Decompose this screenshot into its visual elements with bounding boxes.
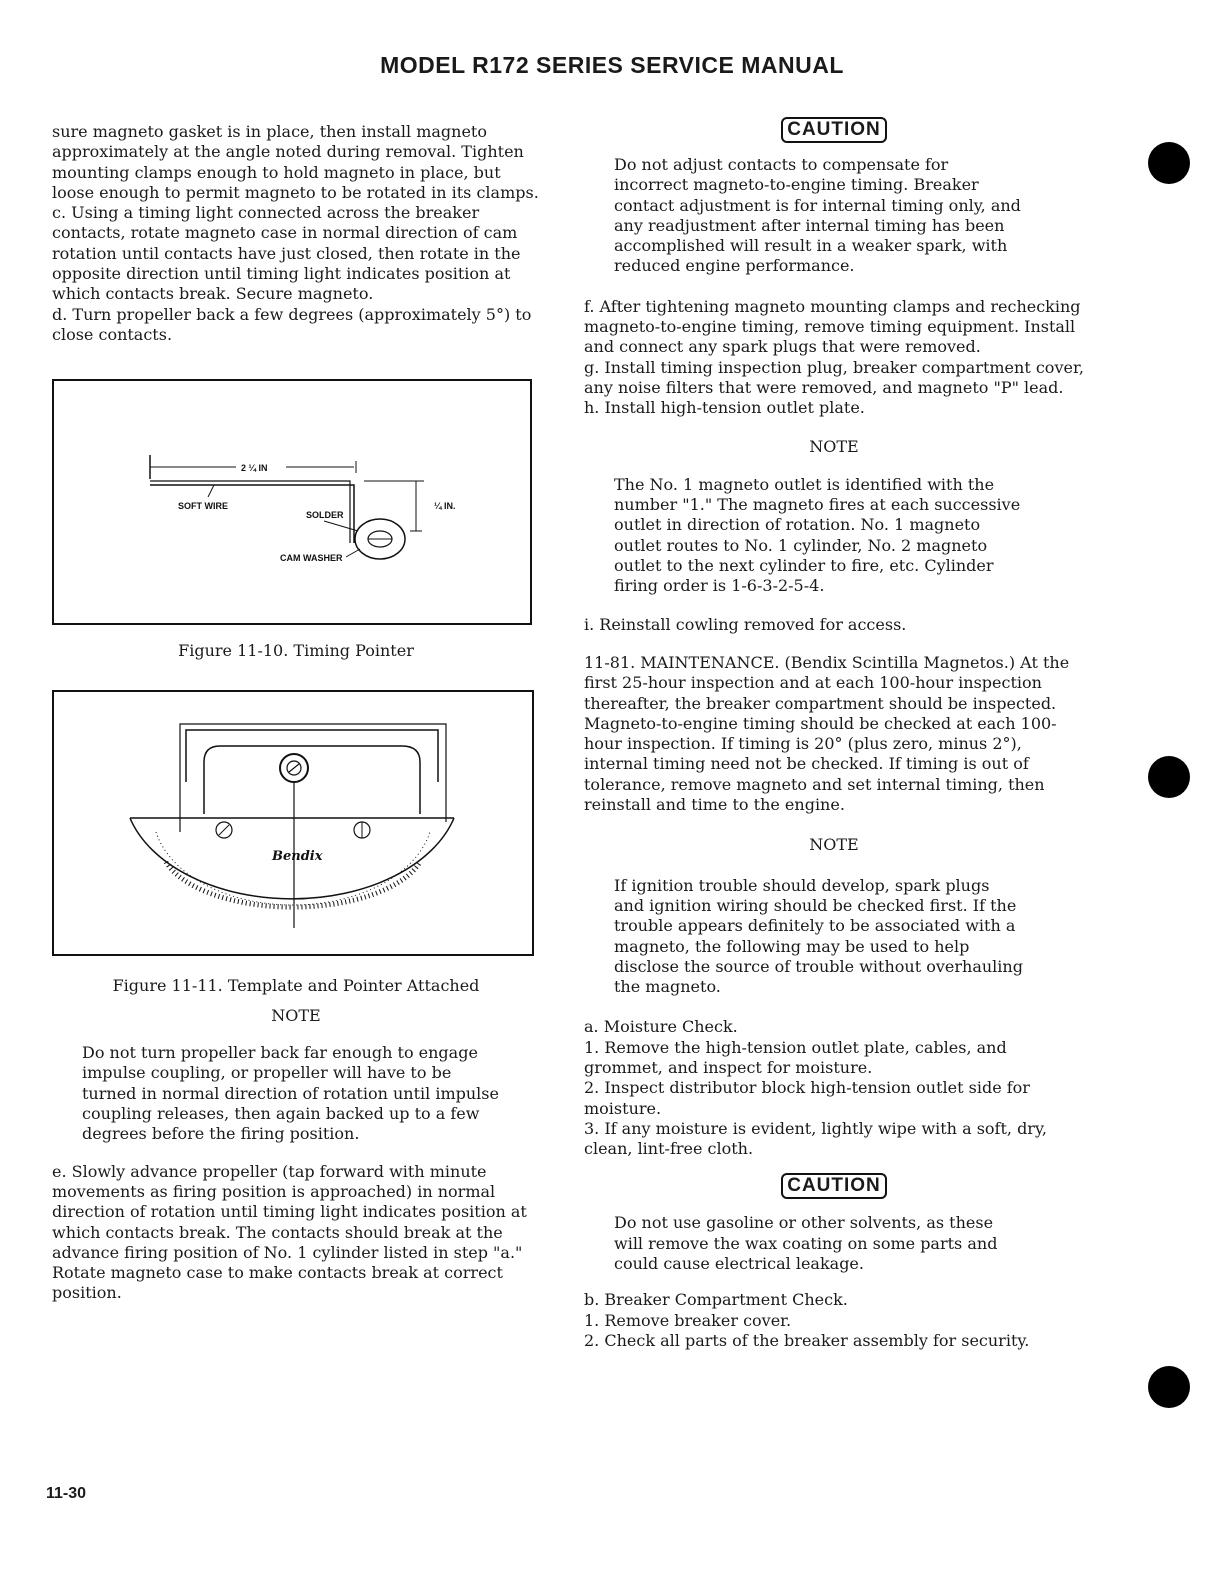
maintenance-paragraph: 11-81. MAINTENANCE. (Bendix Scintilla Magnetos.) At the first 25-hour inspection and at each 100-hour inspection thereafter, the breaker compartment should be inspected. Magneto-to-engine timing should be checked at each 100-hour inspection. If timing is 20° (plus zero, minus 2°), internal timing need not be checked. If timing is out of tolerance, remove magneto and set internal timing, then reinstall and time to the engine. [584, 652, 1070, 815]
step-h: h. Install high-tension outlet plate. [584, 398, 865, 418]
bendix-logo: Bendix [272, 848, 323, 864]
substep: 3. If any moisture is evident, lightly wipe with a soft, dry, clean, lint-free cloth. [584, 1118, 1047, 1159]
timing-pointer-drawing [54, 381, 530, 623]
caution-text: Do not adjust contacts to compensate for incorrect magneto-to-engine timing. Breaker contact adjustment is for internal timing only, and any readjustment after internal timing has been accomplished will result in a weaker spark, with reduced engine performance. [614, 155, 1021, 276]
substep: 2. Inspect distributor block high-tension outlet side for moisture. [584, 1078, 1030, 1118]
substep: 1. Remove breaker cover. [584, 1310, 792, 1330]
caution-label: CAUTION [584, 1173, 1084, 1199]
label-cam-washer: CAM WASHER [280, 553, 343, 564]
page-number: 11-30 [46, 1485, 87, 1502]
step-a: a. Moisture Check. [584, 1017, 738, 1037]
left-column [52, 122, 540, 1304]
note-text: Do not turn propeller back far enough to engage impulse coupling, or propeller will have to be turned in normal direction of rotation until impulse coupling releases, then again backed up to a few degrees before the firing position. [82, 1043, 499, 1144]
step-f: f. After tightening magneto mounting clamps and rechecking magneto-to-engine timing, remove timing equipment. Install and connect any spark plugs that were removed. [584, 296, 1081, 357]
substep: 1. Remove the high-tension outlet plate, cables, and grommet, and inspect for moisture. [584, 1037, 1007, 1077]
paragraph: sure magneto gasket is in place, then install magneto approximately at the angle noted during removal. Tighten mounting clamps enough to hold magneto in place, but loose enough to permit magneto to be rotated in its clamps. [52, 122, 539, 202]
template-pointer-drawing [54, 692, 532, 954]
dim-length: 2 ¼ IN [241, 463, 268, 474]
step-e: e. Slowly advance propeller (tap forward with minute movements as firing position is approached) in normal direction of rotation until timing light indicates position at which contacts break. The contacts should break at the advance firing position of No. 1 cylinder listed in step "a." Rotate magneto case to make contacts break at correct position. [52, 1161, 527, 1303]
right-column [584, 117, 1084, 1351]
binder-hole [1148, 1366, 1190, 1408]
note-heading: NOTE [809, 436, 859, 456]
caution-text: Do not use gasoline or other solvents, as these will remove the wax coating on some parts and could cause electrical leakage. [614, 1213, 998, 1274]
step-b: b. Breaker Compartment Check. [584, 1290, 848, 1310]
binder-hole [1148, 142, 1190, 184]
note-text: If ignition trouble should develop, spark plugs and ignition wiring should be checked first. If the trouble appears definitely to be associated with a magneto, the following may be used to help disclose the source of trouble without overhauling the magneto. [614, 875, 1023, 997]
label-solder: SOLDER [306, 510, 344, 521]
figure-11-10 [52, 379, 532, 625]
figure-caption: Figure 11-10. Timing Pointer [178, 641, 414, 661]
page-header: MODEL R172 SERIES SERVICE MANUAL [380, 52, 844, 78]
substep: 2. Check all parts of the breaker assembly for security. [584, 1330, 1030, 1350]
step-g: g. Install timing inspection plug, breaker compartment cover, any noise filters that were removed, and magneto "P" lead. [584, 357, 1084, 397]
figure-caption: Figure 11-11. Template and Pointer Attached [112, 975, 480, 995]
step-c: c. Using a timing light connected across the breaker contacts, rotate magneto case in normal direction of cam rotation until contacts have just closed, then rotate in the opposite direction until timing light indicates position at which contacts break. Secure magneto. [52, 203, 521, 304]
note-heading: NOTE [271, 1005, 321, 1025]
note-text: The No. 1 magneto outlet is identified with the number "1." The magneto fires at each successive outlet in direction of rotation. No. 1 magneto outlet routes to No. 1 cylinder, No. 2 magneto outlet to the next cylinder to fire, etc. Cylinder firing order is 1-6-3-2-5-4. [614, 474, 1021, 596]
step-i: i. Reinstall cowling removed for access. [584, 614, 907, 634]
caution-label: CAUTION [584, 117, 1084, 143]
figure-11-11 [52, 690, 534, 956]
dim-height: ¼ IN. [434, 501, 456, 512]
binder-hole [1148, 756, 1190, 798]
step-d: d. Turn propeller back a few degrees (approximately 5°) to close contacts. [52, 304, 532, 344]
label-soft-wire: SOFT WIRE [178, 501, 228, 512]
note-heading: NOTE [809, 835, 859, 855]
